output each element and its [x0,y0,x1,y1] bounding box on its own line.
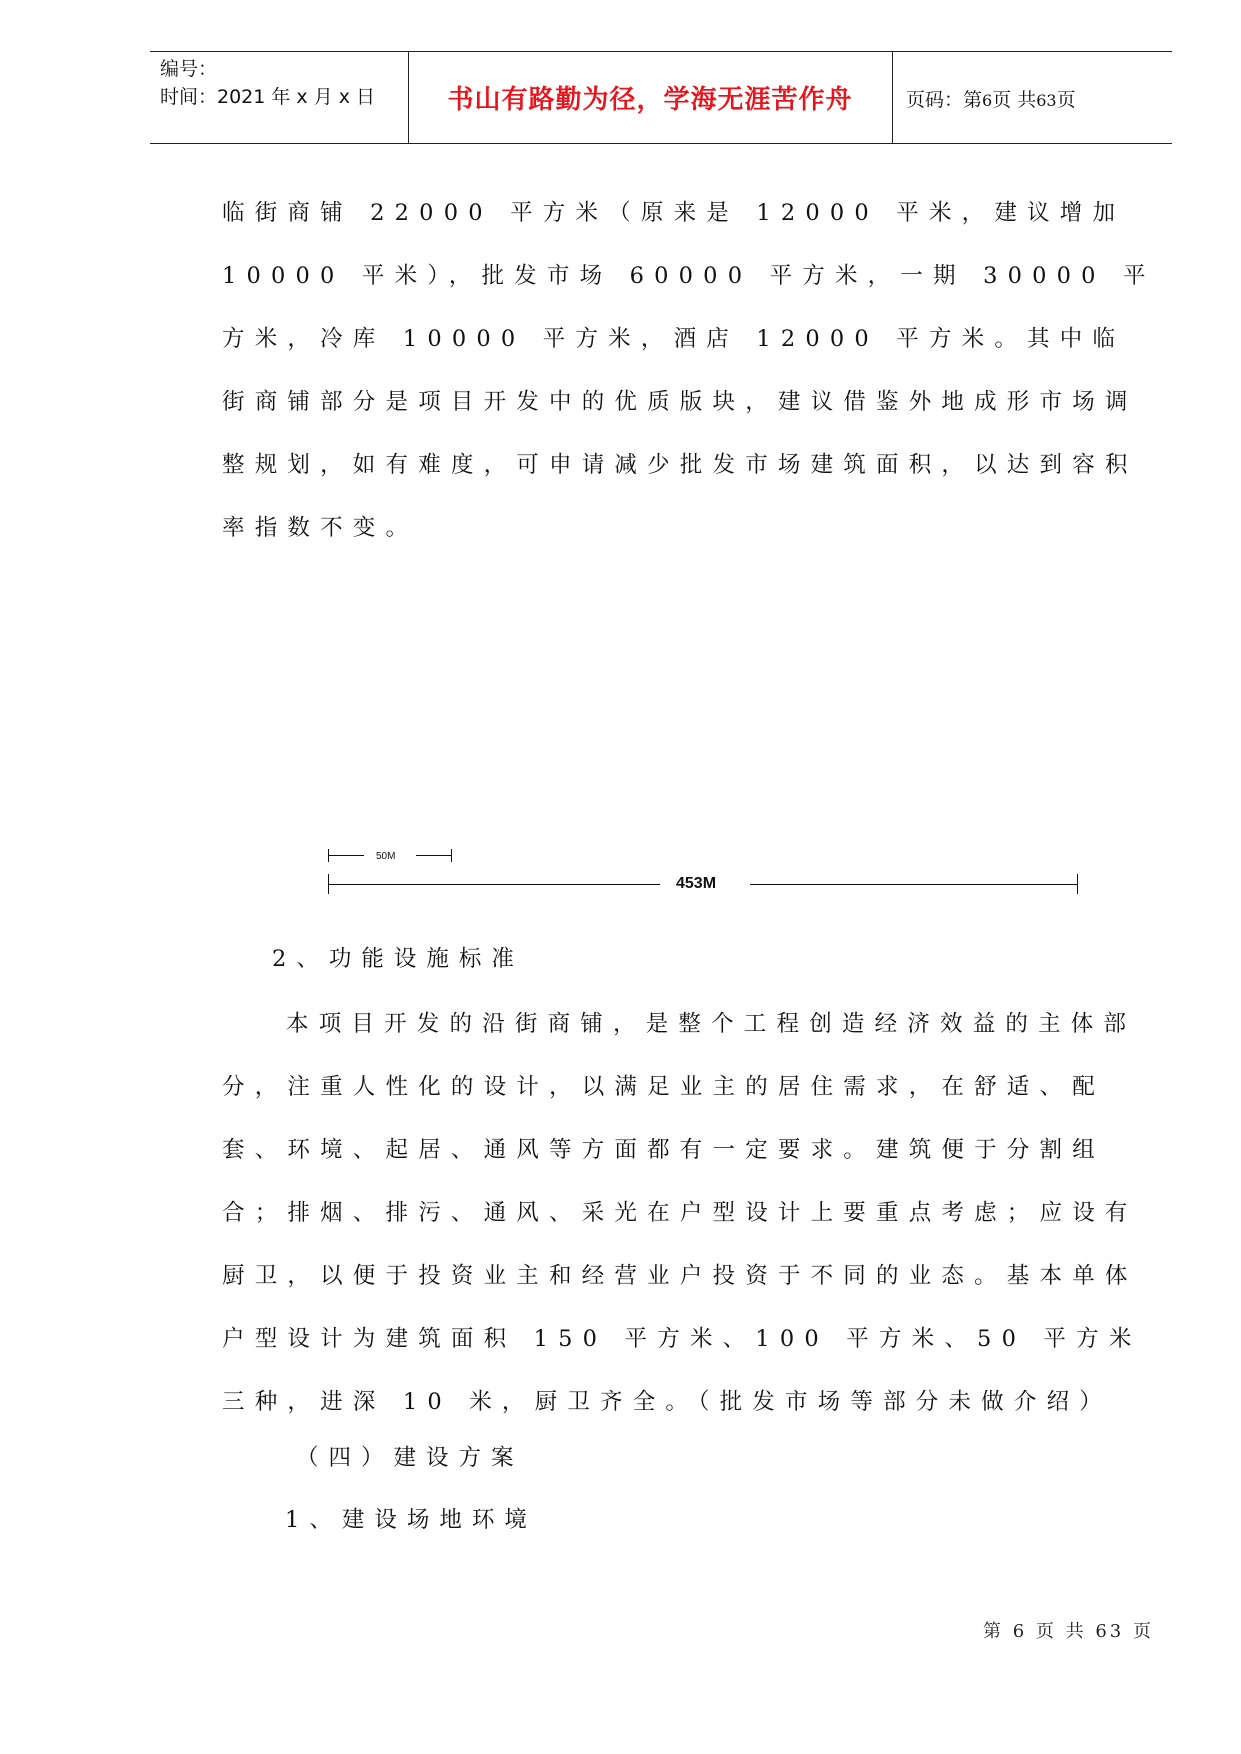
heading-construction-plan: （四）建设方案 [296,1445,524,1471]
scale-bar-small-right-segment [416,855,452,856]
scale-bar-large-right-tick [1077,874,1078,894]
scale-bar-large-right-segment [750,884,1078,885]
header-bottom-rule [150,143,1172,144]
header-meta [160,55,375,111]
header-divider-left [408,51,409,143]
page-prefix: 页码：第 [906,89,983,111]
paragraph-commercial-areas: 临街商铺 22000 平方米（原来是 12000 平米，建议增加 10000 平米），批发市场 60000 平方米，一期 30000 平方米，冷库 10000 平方米，酒店 12000 平方米。其中临街商铺部分是项目开发中的优质版块，建议借鉴外地成形市场调整规划，如有难度，可申请减少批发市场建筑面积，以达到容积率指数不变。 [222,200,1156,541]
scale-bar-large-label: 453M [676,875,717,892]
scale-bar-small-label: 50M [376,851,396,862]
scale-bar-small-right-tick [451,849,452,862]
heading-function-standards: 2、功能设施标准 [272,946,524,972]
document-time-label: 时间：2021 年 x 月 x 日 [160,86,376,108]
document-number-label: 编号： [160,58,218,80]
scale-bar-large-left-tick [328,874,329,894]
header-page-indicator [906,85,1076,112]
scale-bar-small-left-segment [328,855,364,856]
header-motto: 书山有路勤为径，学海无涯苦作舟 [447,85,853,115]
scale-bar-large-left-segment [328,884,660,885]
header-top-rule [150,51,1172,52]
page-mid: 页 共 [992,89,1037,111]
footer-page-number: 第 6 页 共 63 页 [983,1621,1154,1642]
paragraph-shop-design: 本项目开发的沿街商铺，是整个工程创造经济效益的主体部分，注重人性化的设计，以满足业主的居住需求，在舒适、配套、环境、起居、通风等方面都有一定要求。建筑便于分割组合；排烟、排污、通风、采光在户型设计上要重点考虑；应设有厨卫，以便于投资业主和经营业户投资于不同的业态。基本单体户型设计为建筑面积 150 平方米、100 平方米、50 平方米三种，进深 10 米，厨卫齐全。（批发市场等部分未做介绍） [222,1011,1142,1415]
heading-site-environment: 1、建设场地环境 [285,1507,537,1533]
page-suffix: 页 [1056,89,1076,111]
page-current: 6 [982,91,993,110]
header-divider-right [892,51,893,143]
page-total: 63 [1036,91,1057,110]
scale-bar-small-left-tick [328,849,329,862]
